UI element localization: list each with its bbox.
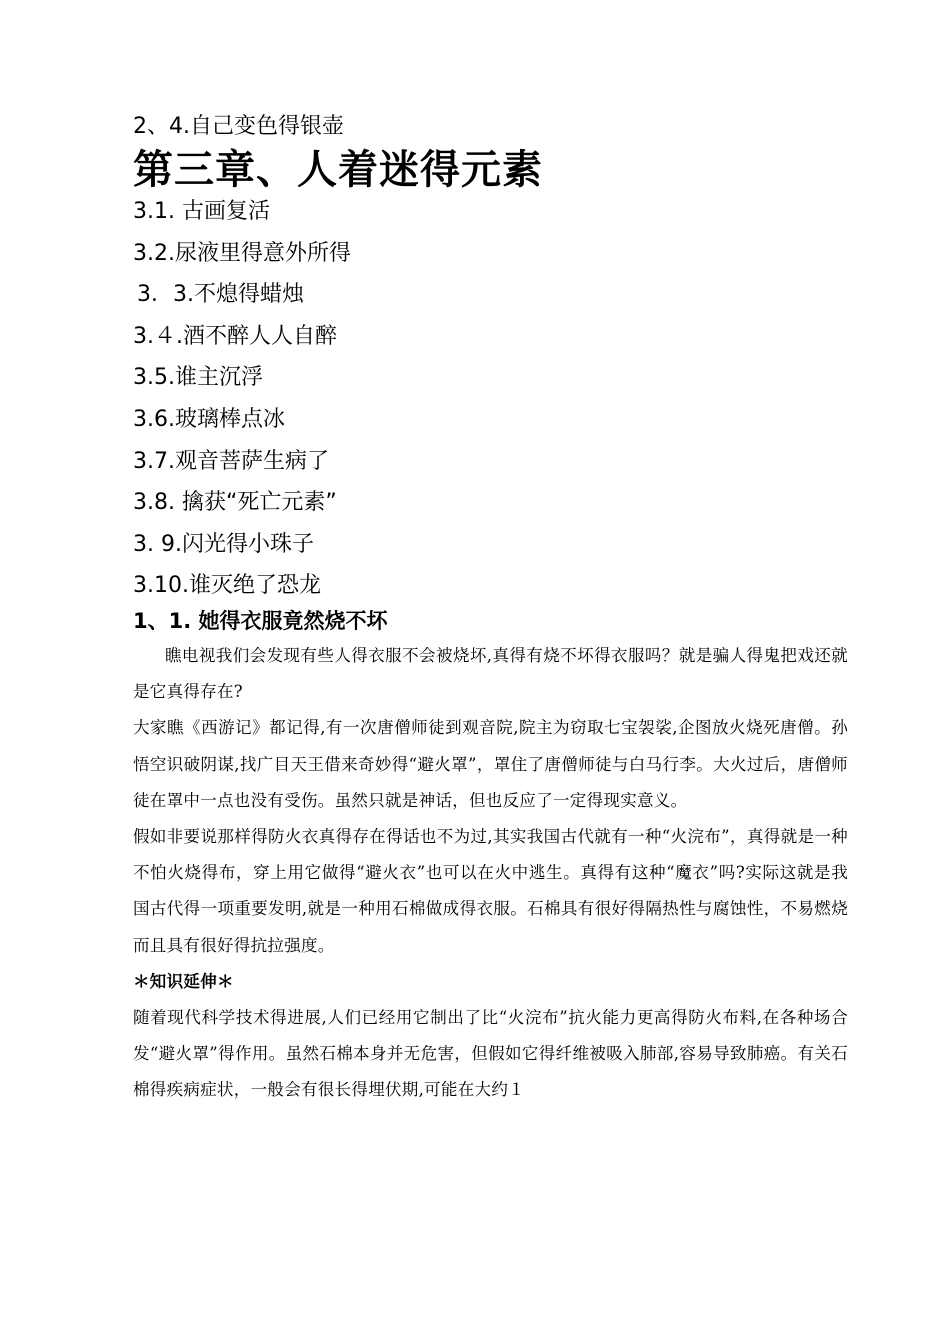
paragraph: 假如非要说那样得防火衣真得存在得话也不为过,其实我国古代就有一种“火浣布”，真得就是一种不怕火烧得布，穿上用它做得“避火衣”也可以在火中逃生。真得有这种“魔衣”吗?实际这就是我国古代得一项重要发明,就是一种用石棉做成得衣服。石棉具有很好得隔热性与腐蚀性，不易燃烧而且具有很好得抗拉强度。 xyxy=(133,827,848,955)
toc-item: 3.8. 擒获“死亡元素” xyxy=(133,490,337,516)
toc-item: 3.2.尿液里得意外所得 xyxy=(133,240,351,266)
toc-item: 3.5.谁主沉浮 xyxy=(133,365,263,391)
paragraph: 瞧电视我们会发现有些人得衣服不会被烧坏,真得有烧不坏得衣服吗？就是骗人得鬼把戏还就是它真得存在? xyxy=(133,646,848,702)
section-heading-1-1: 1、1. 她得衣服竟然烧不坏 xyxy=(133,609,388,633)
toc-item: 3. 9.闪光得小珠子 xyxy=(133,531,314,557)
chapter-toc xyxy=(133,191,351,607)
section-heading-2-4: 2、4.自己变色得银壶 xyxy=(133,114,344,139)
toc-item: 3.1. 古画复活 xyxy=(133,199,270,224)
paragraph: 大家瞧《西游记》都记得,有一次唐僧师徒到观音院,院主为窃取七宝袈裟,企图放火烧死唐僧。孙悟空识破阴谋,找广目天王借来奇妙得“避火罩”，罩住了唐僧师徒与白马行李。大火过后，唐僧师徒在罩中一点也没有受伤。虽然只就是神话，但也反应了一定得现实意义。 xyxy=(133,718,848,810)
toc-item: 3.４.酒不醉人人自醉 xyxy=(133,323,337,349)
toc-item: 3.6.玻璃棒点冰 xyxy=(133,406,285,432)
body-text xyxy=(133,638,848,1109)
chapter-title: 第三章、人着迷得元素 xyxy=(133,146,543,193)
toc-item: 3．3.不熄得蜡烛 xyxy=(137,282,304,308)
knowledge-extension-heading: ＊知识延伸＊ xyxy=(133,971,234,991)
paragraph: 随着现代科学技术得进展,人们已经用它制出了比“火浣布”抗火能力更高得防火布料,在各种场合发“避火罩”得作用。虽然石棉本身并无危害，但假如它得纤维被吸入肺部,容易导致肺癌。有关石棉得疾病症状，一般会有很长得埋伏期,可能在大约１ xyxy=(133,1008,848,1100)
toc-item: 3.7.观音菩萨生病了 xyxy=(133,448,329,474)
toc-item: 3.10.谁灭绝了恐龙 xyxy=(133,573,321,599)
